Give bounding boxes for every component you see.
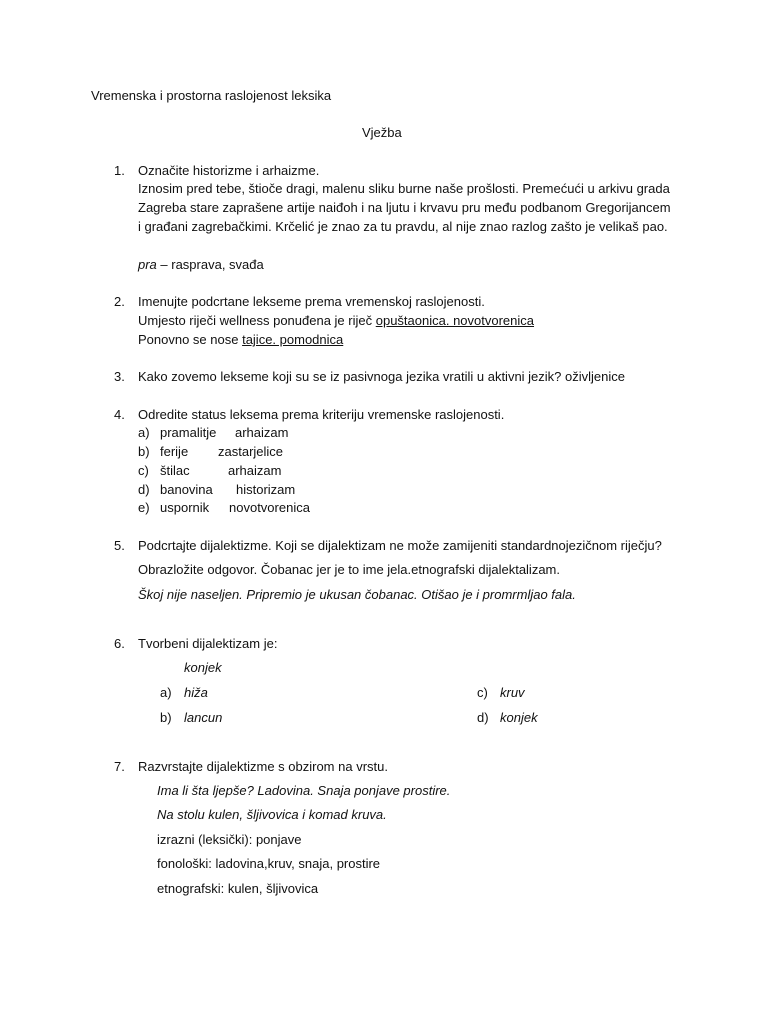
note-word: pra: [138, 257, 157, 272]
question-7-example: Na stolu kulen, šljivovica i komad kruva.: [157, 807, 387, 822]
list-item-status: novotvorenica: [229, 500, 310, 515]
question-7-answer: fonološki: ladovina,kruv, snaja, prostire: [157, 856, 381, 871]
option-text: lancun: [184, 710, 223, 725]
question-2-prompt: Imenujte podcrtane lekseme prema vremenskoj raslojenosti.: [138, 294, 485, 309]
question-4-prompt: Odredite status leksema prema kriteriju vremenske raslojenosti.: [138, 407, 505, 422]
question-7-answer: etnografski: kulen, šljivovica: [157, 881, 319, 896]
list-item-letter: e): [138, 500, 150, 515]
option-letter: c): [477, 685, 488, 700]
question-7-prompt: Razvrstajte dijalektizme s obzirom na vrstu.: [138, 759, 388, 774]
list-item-word: banovina: [160, 482, 213, 497]
list-item-status: arhaizam: [235, 425, 289, 440]
question-6-prompt: Tvorbeni dijalektizam je:: [138, 636, 278, 651]
list-item-status: historizam: [236, 482, 296, 497]
question-1-text-line: i građani zagrebačkimi. Krčelić je znao za tu pravdu, al nije znao razlog zašto je velikaš pao.: [138, 219, 668, 234]
list-item-word: štilac: [160, 463, 190, 478]
question-4-number: 4.: [114, 407, 125, 422]
question-2-number: 2.: [114, 294, 125, 309]
question-2-line-1-text: Umjesto riječi wellness ponuđena je riječ: [138, 313, 376, 328]
question-1-text-line: Zagreba stare zaprašene artije naiđoh i na ljutu i krvavu pru među podbanom Gregorijancem: [138, 200, 671, 215]
list-item-word: pramalitje: [160, 425, 217, 440]
question-6-answer: konjek: [184, 660, 222, 675]
question-7-number: 7.: [114, 759, 125, 774]
note-definition: – rasprava, svađa: [156, 257, 264, 272]
list-item-word: uspornik: [160, 500, 210, 515]
question-5-answer: Obrazložite odgovor. Čobanac jer je to ime jela.etnografski dijalektalizam.: [138, 562, 560, 577]
question-5-prompt: Podcrtajte dijalektizme. Koji se dijalektizam ne može zamijeniti standardnojezičnom riječju?: [138, 538, 662, 553]
list-item-letter: d): [138, 482, 150, 497]
document-title: Vremenska i prostorna raslojenost leksika: [91, 88, 332, 103]
question-2-line-2-text: Ponovno se nose: [138, 332, 243, 347]
question-6-number: 6.: [114, 636, 125, 651]
list-item-letter: c): [138, 463, 149, 478]
list-item-letter: b): [138, 444, 150, 459]
underlined-lexeme: opuštaonica. novotvorenica: [375, 313, 535, 328]
question-1-note: [138, 255, 264, 274]
list-item-letter: a): [138, 425, 150, 440]
question-2-line-2: [138, 330, 343, 349]
question-3-text: Kako zovemo lekseme koji su se iz pasivnoga jezika vratili u aktivni jezik? oživljenice: [138, 369, 625, 384]
question-5-example: Škoj nije naseljen. Pripremio je ukusan čobanac. Otišao je i promrmljao fala.: [138, 587, 576, 602]
list-item-status: arhaizam: [228, 463, 282, 478]
question-2-line-1: [138, 311, 534, 330]
option-text: kruv: [500, 685, 525, 700]
list-item-status: zastarjelice: [218, 444, 284, 459]
question-7-answer: izrazni (leksički): ponjave: [157, 832, 302, 847]
question-7-example: Ima li šta ljepše? Ladovina. Snaja ponjave prostire.: [157, 783, 451, 798]
option-letter: a): [160, 685, 172, 700]
question-5-number: 5.: [114, 538, 125, 553]
list-item-word: ferije: [160, 444, 189, 459]
option-letter: b): [160, 710, 172, 725]
question-3-number: 3.: [114, 369, 125, 384]
option-text: hiža: [184, 685, 208, 700]
option-letter: d): [477, 710, 489, 725]
option-text: konjek: [500, 710, 538, 725]
exercise-heading: Vježba: [362, 125, 402, 140]
question-1-text-line: Iznosim pred tebe, štioče dragi, malenu sliku burne naše prošlosti. Premećući u arkivu grada: [138, 181, 670, 196]
question-1-number: 1.: [114, 163, 125, 178]
underlined-lexeme: tajice. pomodnica: [242, 332, 344, 347]
question-1-prompt: Označite historizme i arhaizme.: [138, 163, 320, 178]
